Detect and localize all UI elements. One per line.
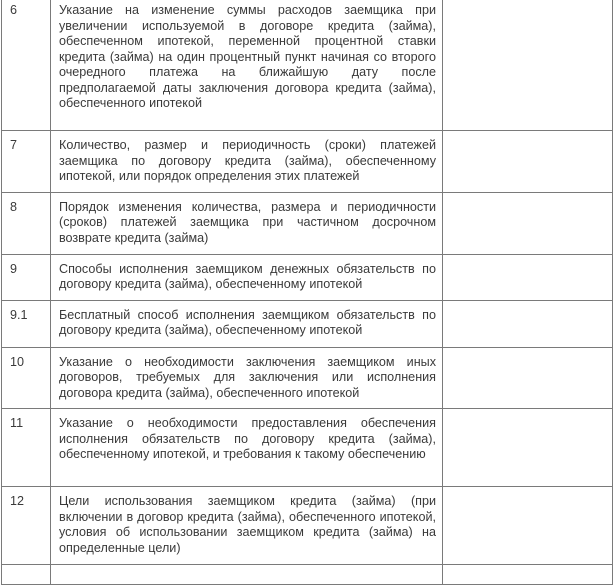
table-row bbox=[2, 254, 613, 300]
table-row bbox=[2, 0, 613, 131]
table-row bbox=[2, 300, 613, 347]
row-description: Указание о необходимости заключения заемщиком иных договоров, требуемых для заключения или исполнения договора кредита (займа), обеспеченного ипотекой bbox=[51, 347, 443, 409]
row-description: Указание о необходимости предоставления обеспечения исполнения обязательств по договору кредита (займа), обеспеченному ипотекой, и требования к такому обеспечению bbox=[51, 409, 443, 487]
row-number: 9 bbox=[2, 254, 51, 300]
row-value bbox=[443, 254, 613, 300]
row-number: 12 bbox=[2, 487, 51, 565]
row-number: 10 bbox=[2, 347, 51, 409]
row-value bbox=[443, 409, 613, 487]
row-value bbox=[443, 347, 613, 409]
row-description: Указание на изменение суммы расходов заемщика при увеличении используемой в договоре кредита (займа), обеспеченном ипотекой, переменной процентной ставки кредита (займа) на один процентный пункт начиная со второго очередного платежа на ближайшую дату после предполагаемой даты заключения договора кредита (займа), обеспеченного ипотекой bbox=[51, 0, 443, 131]
row-value bbox=[443, 565, 613, 585]
table-row bbox=[2, 409, 613, 487]
row-description: Цели использования заемщиком кредита (займа) (при включении в договор кредита (займа), обеспеченного ипотекой, условия об использовании заемщиком кредита (займа) на определенные цели) bbox=[51, 487, 443, 565]
row-value bbox=[443, 0, 613, 131]
row-value bbox=[443, 487, 613, 565]
row-value bbox=[443, 131, 613, 193]
table-row bbox=[2, 347, 613, 409]
table-row bbox=[2, 131, 613, 193]
row-number: 7 bbox=[2, 131, 51, 193]
row-value bbox=[443, 300, 613, 347]
row-description: Способы исполнения заемщиком денежных обязательств по договору кредита (займа), обеспеченному ипотекой bbox=[51, 254, 443, 300]
table-row bbox=[2, 192, 613, 254]
row-number: 9.1 bbox=[2, 300, 51, 347]
row-description: Количество, размер и периодичность (сроки) платежей заемщика по договору кредита (займа), обеспеченному ипотекой, или порядок определения этих платежей bbox=[51, 131, 443, 193]
table-row bbox=[2, 565, 613, 585]
row-number: 8 bbox=[2, 192, 51, 254]
conditions-table bbox=[1, 0, 613, 585]
row-description: Порядок изменения количества, размера и периодичности (сроков) платежей заемщика при частичном досрочном возврате кредита (займа) bbox=[51, 192, 443, 254]
row-number: 11 bbox=[2, 409, 51, 487]
row-description: Бесплатный способ исполнения заемщиком обязательств по договору кредита (займа), обеспеченному ипотекой bbox=[51, 300, 443, 347]
row-value bbox=[443, 192, 613, 254]
table-row bbox=[2, 487, 613, 565]
row-number bbox=[2, 565, 51, 585]
row-number: 6 bbox=[2, 0, 51, 131]
row-description bbox=[51, 565, 443, 585]
